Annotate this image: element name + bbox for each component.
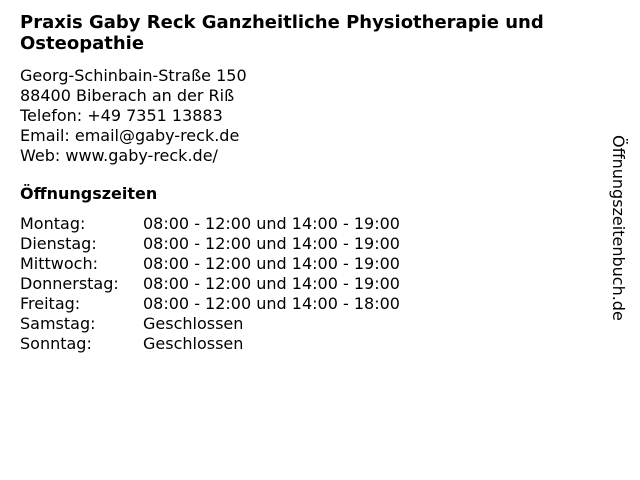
day-label: Donnerstag: [20, 274, 119, 293]
address-street: Georg-Schinbain-Straße 150 [20, 66, 247, 85]
day-label: Mittwoch: [20, 254, 98, 273]
day-label: Montag: [20, 214, 86, 233]
web-text: Web: www.gaby-reck.de/ [20, 146, 218, 165]
hours-row-wednesday [20, 254, 610, 274]
phone-text: Telefon: +49 7351 13883 [20, 106, 223, 125]
hours-heading: Öffnungszeiten [20, 184, 158, 203]
contact-block [20, 66, 610, 166]
site-watermark-label: Öffnungszeitenbuch.de [609, 135, 628, 321]
address-city: 88400 Biberach an der Riß [20, 86, 235, 105]
hours-table [20, 214, 610, 354]
email-text: Email: email@gaby-reck.de [20, 126, 240, 145]
day-hours: 08:00 - 12:00 und 14:00 - 19:00 [143, 214, 400, 233]
hours-row-sunday [20, 334, 610, 354]
day-hours: 08:00 - 12:00 und 14:00 - 19:00 [143, 234, 400, 253]
hours-row-thursday [20, 274, 610, 294]
day-hours: 08:00 - 12:00 und 14:00 - 19:00 [143, 274, 400, 293]
day-hours: 08:00 - 12:00 und 14:00 - 18:00 [143, 294, 400, 313]
business-card [20, 10, 610, 354]
day-label: Freitag: [20, 294, 81, 313]
business-name: Praxis Gaby Reck Ganzheitliche Physiotherapie und Osteopathie [20, 12, 544, 54]
day-label: Sonntag: [20, 334, 92, 353]
hours-row-friday [20, 294, 610, 314]
hours-row-saturday [20, 314, 610, 334]
day-label: Samstag: [20, 314, 96, 333]
day-hours: Geschlossen [143, 334, 244, 353]
hours-row-tuesday [20, 234, 610, 254]
day-hours: 08:00 - 12:00 und 14:00 - 19:00 [143, 254, 400, 273]
day-hours: Geschlossen [143, 314, 244, 333]
day-label: Dienstag: [20, 234, 97, 253]
hours-row-monday [20, 214, 610, 234]
